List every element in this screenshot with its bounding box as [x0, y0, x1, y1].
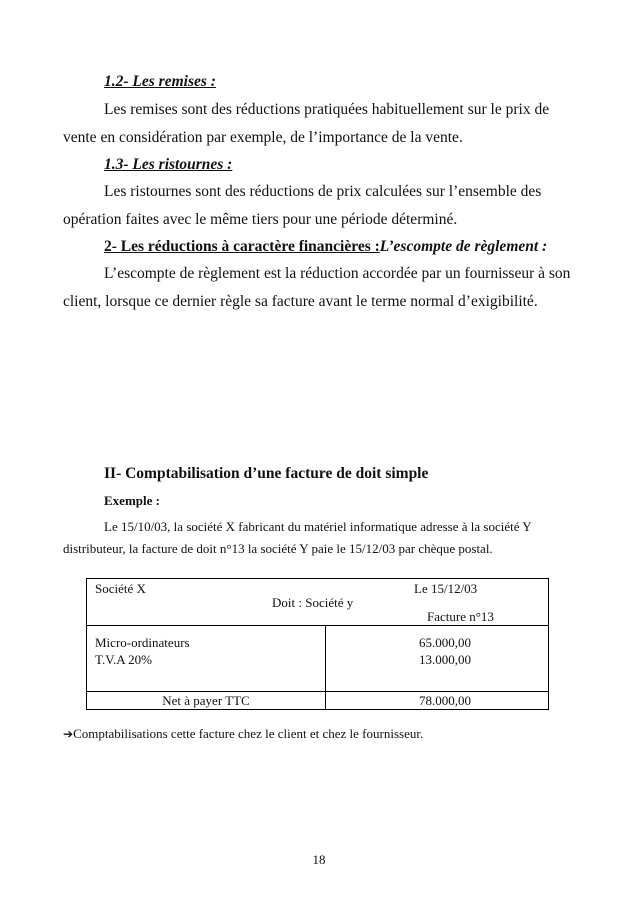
exemple-line2: distributeur, la facture de doit n°13 la société Y paie le 15/12/03 par chèque postal. [63, 541, 493, 556]
note-text: Comptabilisations cette facture chez le client et chez le fournisseur. [73, 726, 424, 741]
invoice-number: Facture n°13 [427, 609, 494, 624]
invoice-item2-label: T.V.A 20% [95, 652, 152, 667]
financieres-heading-line [104, 238, 547, 256]
invoice-debit: Doit : Société y [272, 595, 354, 610]
financieres-heading: 2- Les réductions à caractère financières : [104, 238, 380, 255]
invoice-table [86, 578, 549, 710]
invoice-item2-value: 13.000,00 [419, 652, 471, 667]
remises-paragraph-line1: Les remises sont des réductions pratiquées habituellement sur le prix de [104, 101, 550, 118]
escompte-paragraph-line1: L’escompte de règlement est la réduction accordée par un fournisseur à son [104, 265, 571, 282]
arrow-right-icon: ➔ [63, 727, 74, 741]
remises-heading: 1.2- Les remises : [104, 73, 216, 90]
part2-heading: II- Comptabilisation d’une facture de doit simple [104, 465, 429, 482]
invoice-total-label: Net à payer TTC [87, 692, 326, 710]
escompte-subheading: L’escompte de règlement : [379, 238, 548, 255]
invoice-total-value: 78.000,00 [326, 692, 549, 710]
ristournes-paragraph-line2: opération faites avec le même tiers pour une période déterminé. [63, 211, 458, 228]
ristournes-paragraph-line1: Les ristournes sont des réductions de prix calculées sur l’ensemble des [104, 183, 542, 200]
exemple-label: Exemple : [104, 493, 160, 508]
exemple-line1: Le 15/10/03, la société X fabricant du matériel informatique adresse à la société Y [104, 519, 532, 534]
remises-paragraph-line2: vente en considération par exemple, de l’importance de la vente. [63, 129, 463, 146]
page-number: 18 [312, 852, 326, 867]
invoice-item1-label: Micro-ordinateurs [95, 635, 190, 650]
invoice-date: Le 15/12/03 [414, 581, 478, 596]
invoice-amounts-cell [326, 626, 549, 692]
invoice-item1-value: 65.000,00 [419, 635, 471, 650]
ristournes-heading: 1.3- Les ristournes : [104, 156, 233, 173]
invoice-seller: Société X [95, 581, 146, 596]
escompte-paragraph-line2: client, lorsque ce dernier règle sa facture avant le terme normal d’exigibilité. [63, 293, 538, 310]
invoice-header-cell [87, 579, 549, 626]
invoice-items-cell [87, 626, 326, 692]
note-line [63, 725, 423, 743]
